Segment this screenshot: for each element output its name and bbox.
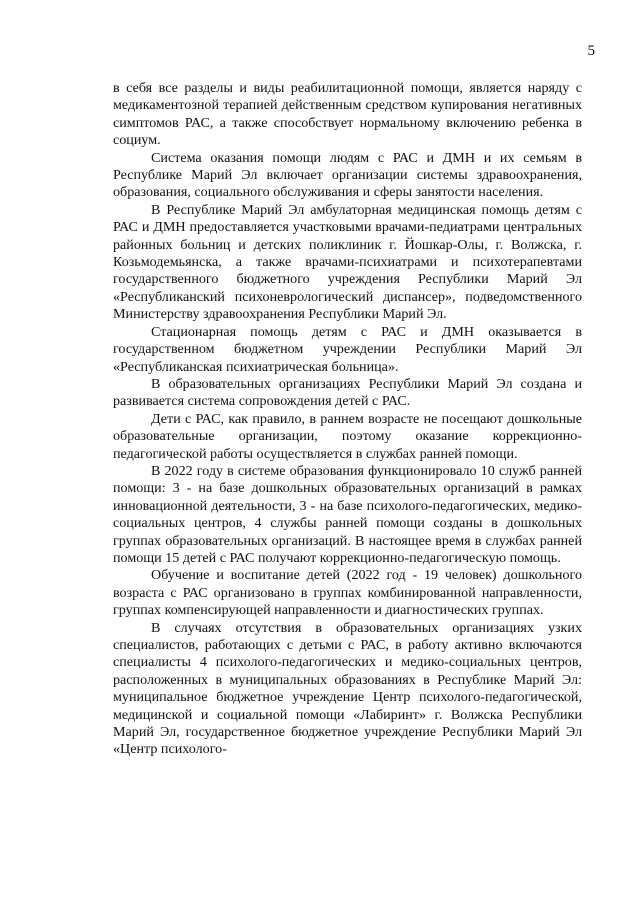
paragraph-education-support: В образовательных организациях Республики Марий Эл создана и развивается система сопровождения детей с РАС. xyxy=(113,375,582,410)
page-number: 5 xyxy=(587,43,595,59)
paragraph-preschool-education: Обучение и воспитание детей (2022 год - 19 человек) дошкольного возраста с РАС организовано в группах комбинированной направленности, группах компенсирующей направленности и диагностических группах. xyxy=(113,567,582,619)
paragraph-inpatient-care: Стационарная помощь детям с РАС и ДМН оказывается в государственном бюджетном учреждении Республики Марий Эл «Республиканская психиатрическая больница». xyxy=(113,323,582,375)
paragraph-specialists: В случаях отсутствия в образовательных организациях узких специалистов, работающих с детьми с РАС, в работу активно включаются специалисты 4 психолого-педагогических и медико-социальных центров, расположенных в муниципальных образованиях в Республике Марий Эл: муниципальное бюджетное учреждение Центр психолого-педагогической, медицинской и социальной помощи «Лабиринт» г. Волжска Республики Марий Эл, государственное бюджетное учреждение Республики Марий Эл «Центр психолого- xyxy=(113,619,582,758)
paragraph-early-help-services-2022: В 2022 году в системе образования функционировало 10 служб ранней помощи: 3 - на базе дошкольных образовательных организаций в рамках инновационной деятельности, 3 - на базе психолого-педагогических, медико-социальных центров, 4 службы ранней помощи созданы в дошкольных группах образовательных организаций. В настоящее время в службах ранней помощи 15 детей с РАС получают коррекционно-педагогическую помощь. xyxy=(113,462,582,566)
paragraph-support-system: Система оказания помощи людям с РАС и ДМН и их семьям в Республике Марий Эл включает организации системы здравоохранения, образования, социального обслуживания и сферы занятости населения. xyxy=(113,149,582,201)
document-body xyxy=(113,80,582,759)
paragraph-outpatient-care: В Республике Марий Эл амбулаторная медицинская помощь детям с РАС и ДМН предоставляется участковыми врачами-педиатрами центральных районных больниц и детских поликлиник г. Йошкар-Олы, г. Волжска, г. Козьмодемьянска, а также врачами-психиатрами и психотерапевтами государственного бюджетного учреждения Республики Марий Эл «Республиканский психоневрологический диспансер», подведомственного Министерству здравоохранения Республики Марий Эл. xyxy=(113,201,582,323)
paragraph-continuation: в себя все разделы и виды реабилитационной помощи, является наряду с медикаментозной терапией действенным средством купирования негативных симптомов РАС, а также способствует нормальному включению ребенка в социум. xyxy=(113,80,582,149)
paragraph-early-help: Дети с РАС, как правило, в раннем возрасте не посещают дошкольные образовательные организации, поэтому оказание коррекционно-педагогической работы осуществляется в службах ранней помощи. xyxy=(113,410,582,462)
